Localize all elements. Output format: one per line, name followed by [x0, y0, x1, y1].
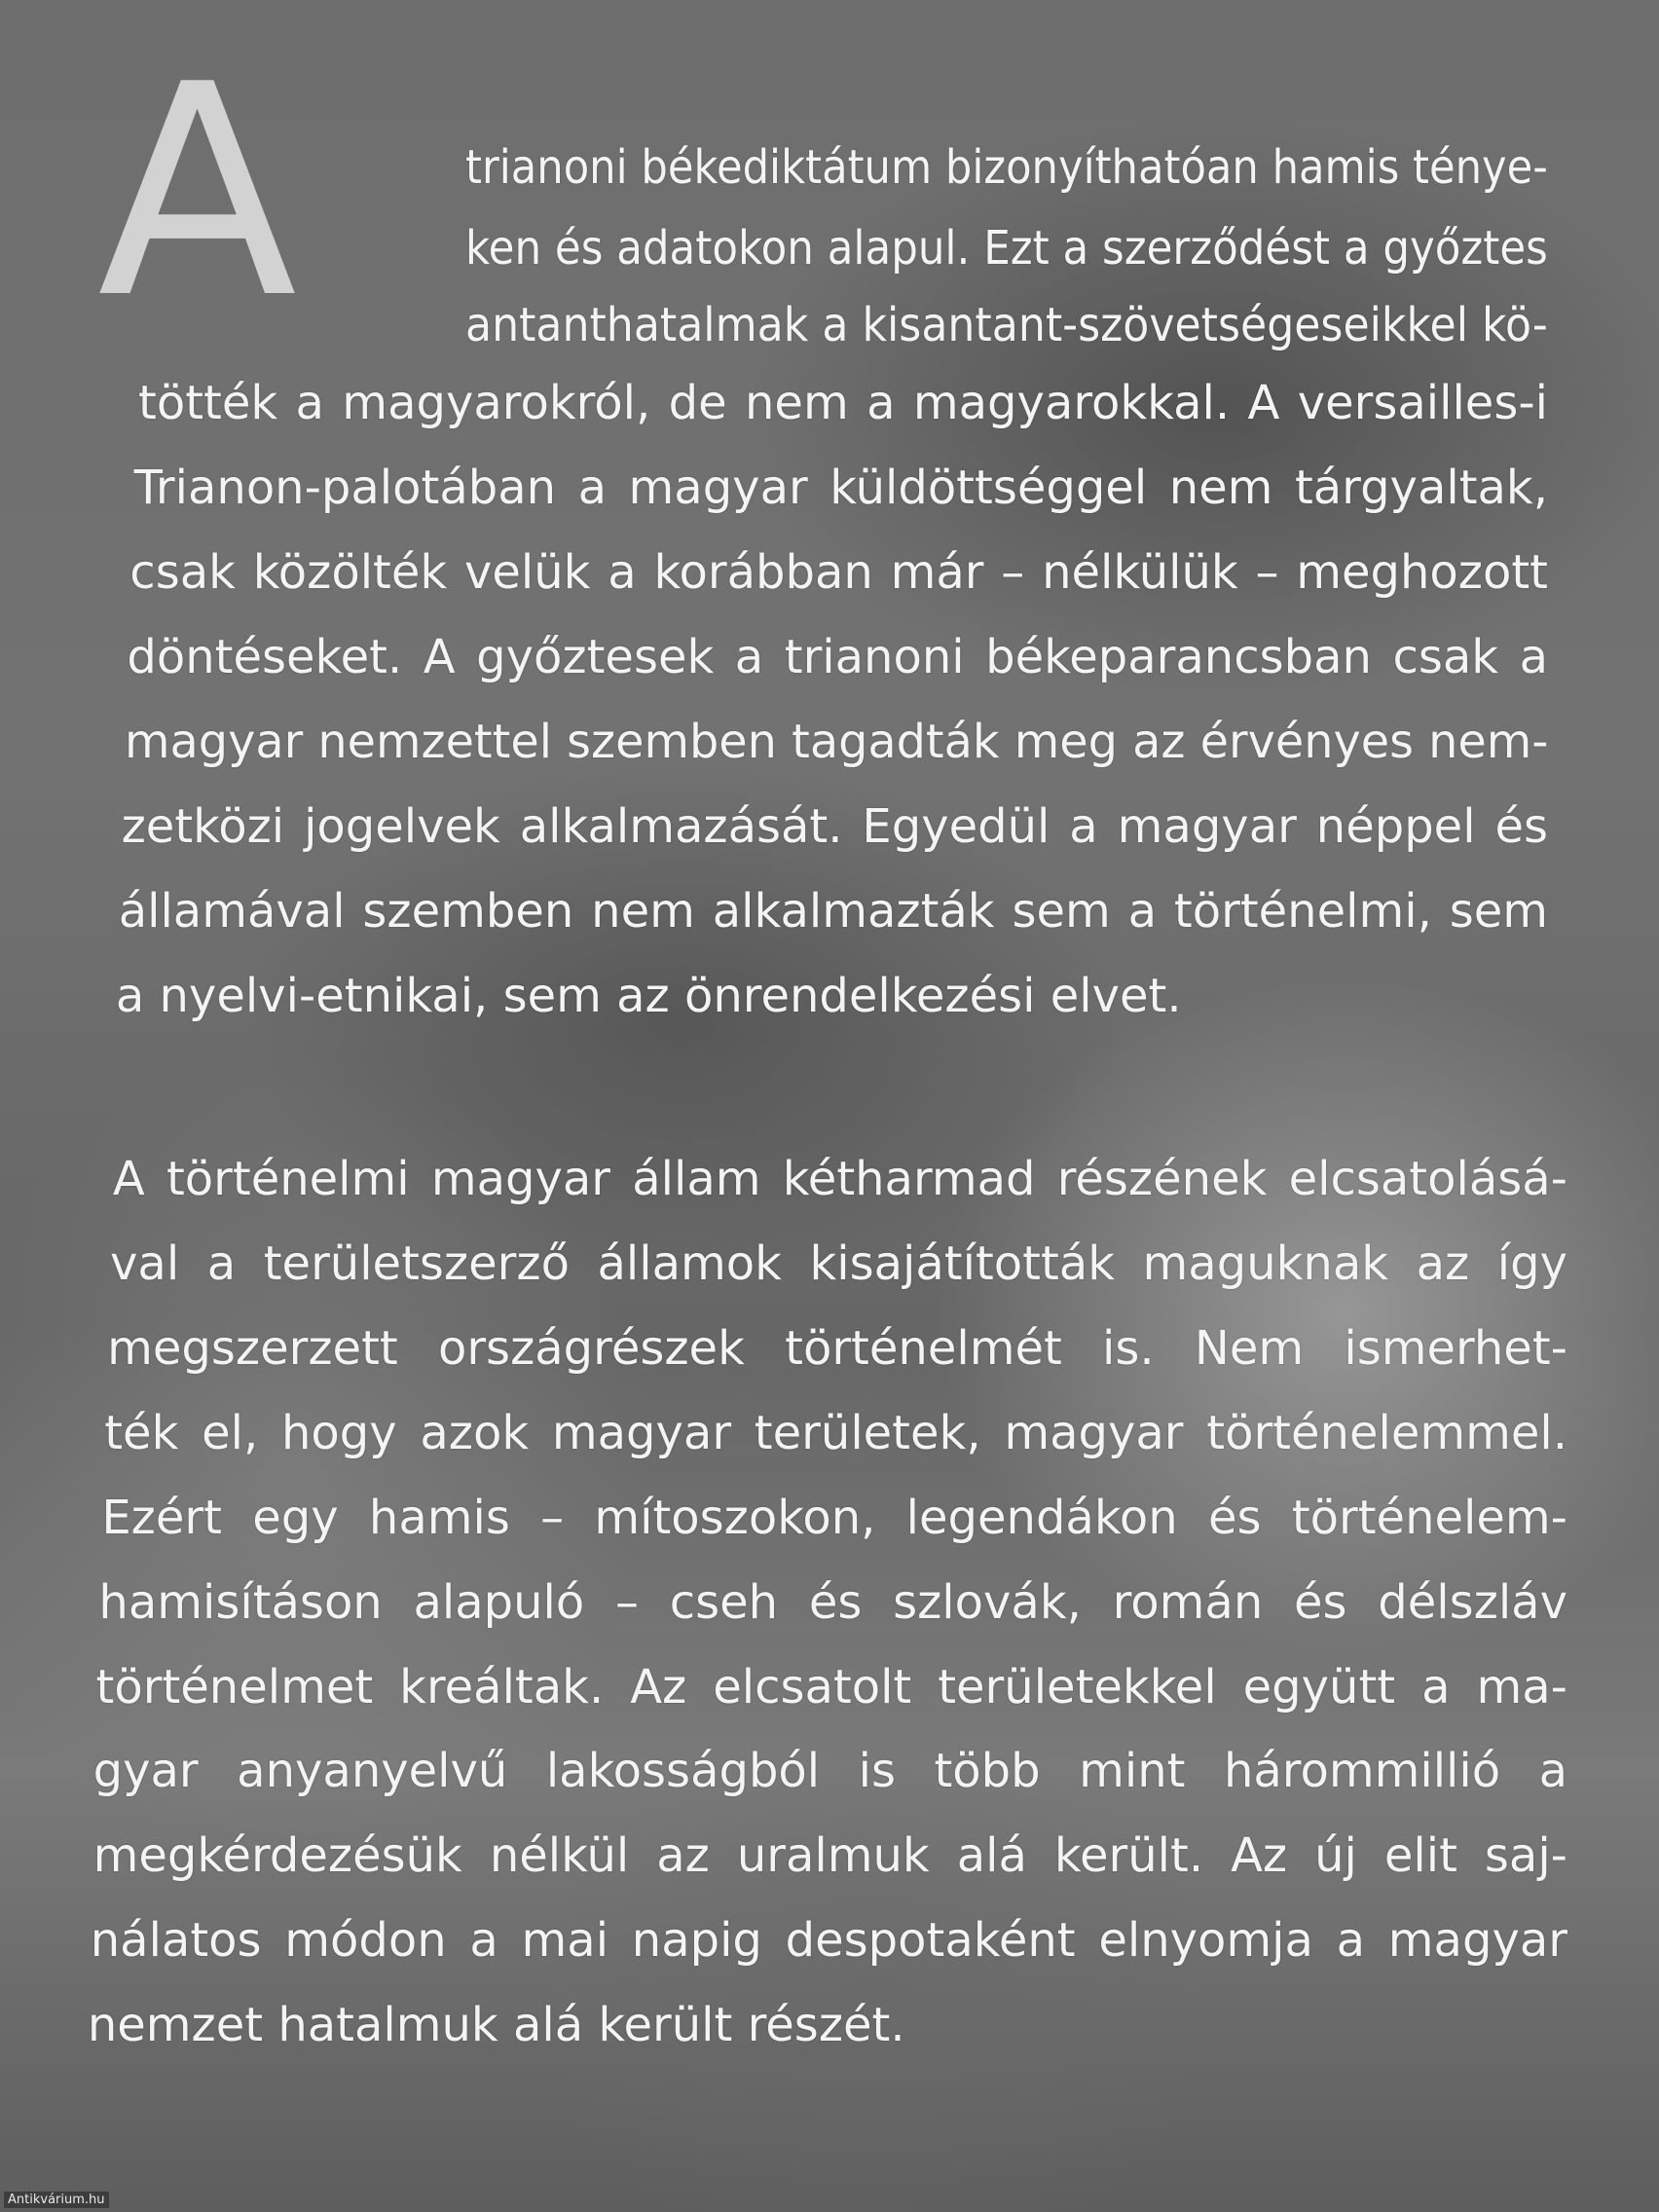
text-line: államával szemben nem alkalmazták sem a történelmi, sem: [118, 883, 1548, 939]
text-line: tötték a magyarokról, de nem a magyarokkal. A versailles-i: [138, 375, 1548, 430]
text-line: csak közölték velük a korábban már – nélkülük – meghozott: [129, 544, 1548, 600]
text-line: döntéseket. A győztesek a trianoni békeparancsban csak a: [127, 629, 1548, 684]
text-line: Ezért egy hamis – mítoszokon, legendákon és történelem-: [101, 1490, 1567, 1545]
watermark-text: Antikvárium.hu: [4, 2192, 109, 2208]
text-line: nemzet hatalmuk alá került részét.: [87, 1998, 905, 2053]
drop-cap-letter: A: [97, 22, 294, 362]
text-line: megkérdezésük nélkül az uralmuk alá került. Az új elit saj-: [92, 1828, 1567, 1884]
text-line: ken és adatokon alapul. Ezt a szerződést a győztes: [465, 220, 1548, 276]
text-line: ték el, hogy azok magyar területek, magyar történelemmel.: [104, 1405, 1567, 1460]
text-line: gyar anyanyelvű lakosságból is több mint hárommillió a: [92, 1744, 1567, 1799]
text-line: zetközi jogelvek alkalmazását. Egyedül a magyar néppel és: [121, 798, 1548, 854]
text-line: nálatos módon a mai napig despotaként elnyomja a magyar: [90, 1913, 1567, 1969]
text-line: antanthatalmak a kisantant-szövetségeseikkel kö-: [465, 298, 1548, 353]
text-line: trianoni békediktátum bizonyíthatóan hamis ténye-: [465, 140, 1548, 195]
text-line: hamisításon alapuló – cseh és szlovák, román és délszláv: [98, 1574, 1567, 1630]
text-line: a nyelvi-etnikai, sem az önrendelkezési elvet.: [115, 968, 1182, 1023]
text-line: történelmet kreáltak. Az elcsatolt területekkel együtt a ma-: [95, 1659, 1567, 1714]
text-line: Trianon-palotában a magyar küldöttséggel nem tárgyaltak,: [133, 460, 1548, 515]
text-line: A történelmi magyar állam kétharmad részének elcsatolásá-: [112, 1151, 1567, 1206]
text-line: val a területszerző államok kisajátították maguknak az így: [110, 1235, 1567, 1291]
text-line: magyar nemzettel szemben tagadták meg az érvényes nem-: [124, 714, 1548, 769]
text-line: megszerzett országrészek történelmét is. Nem ismerhet-: [107, 1320, 1567, 1376]
